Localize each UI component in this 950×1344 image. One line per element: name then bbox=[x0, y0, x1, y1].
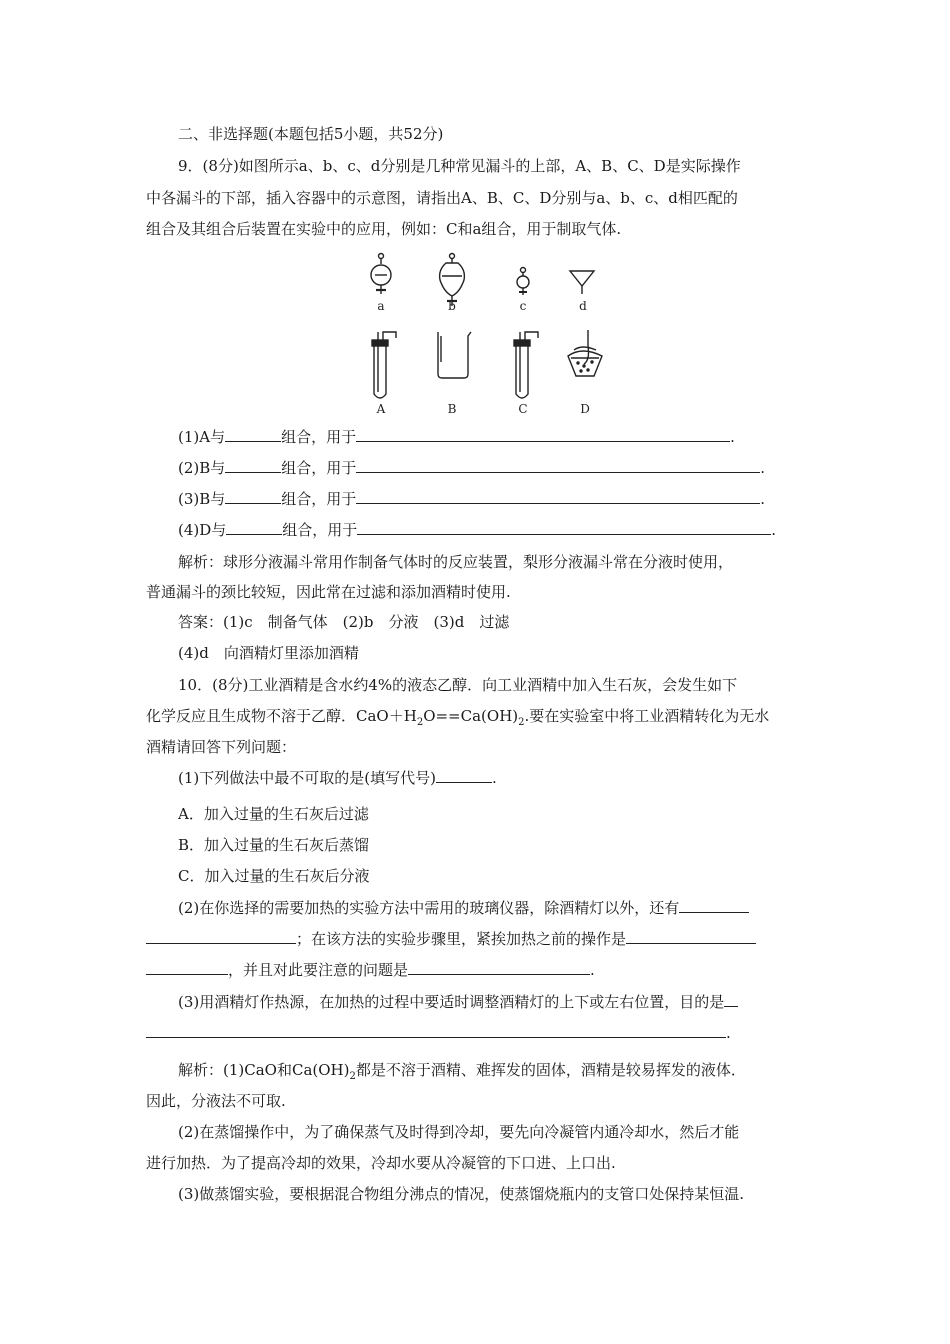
q10-sub1-text: (1)下列做法中最不可取的是(填写代号) bbox=[178, 769, 436, 787]
q10-analysis-2: 因此，分液法不可取. bbox=[146, 1092, 286, 1110]
q10-analysis-1-b: 都是不溶于酒精、难挥发的固体，酒精是较易挥发的液体． bbox=[355, 1061, 746, 1079]
label-b: b bbox=[448, 299, 456, 313]
q9-answer-2: (4)d 向酒精灯里添加酒精 bbox=[178, 644, 359, 662]
q10-sub2-input-2a[interactable] bbox=[626, 929, 756, 944]
q9-blank-3-prefix: (3)B与 bbox=[178, 490, 226, 508]
q10-line-2-c: .要在实验室中将工业酒精转化为无水 bbox=[524, 707, 770, 725]
q10-sub2-line-3 bbox=[146, 960, 595, 980]
q9-blank-3-mid: 组合，用于 bbox=[281, 490, 357, 508]
q9-blank-3 bbox=[178, 489, 765, 509]
label-c: c bbox=[519, 299, 527, 313]
q9-blank-2-end: . bbox=[760, 459, 766, 477]
q9-blank-2-mid: 组合，用于 bbox=[281, 459, 357, 477]
q10-sub2-input-3[interactable] bbox=[408, 960, 590, 975]
q10-sub3-end: . bbox=[726, 1024, 731, 1042]
label-a: a bbox=[377, 299, 385, 313]
funnel-figure bbox=[352, 252, 632, 422]
q9-blank-3-input-b[interactable] bbox=[356, 489, 760, 504]
q9-blank-3-end: . bbox=[760, 490, 766, 508]
q9-blank-1-end: . bbox=[730, 428, 735, 446]
q10-analysis-3: (2)在蒸馏操作中，为了确保蒸气及时得到冷却，要先向冷凝管内通冷却水，然后才能 bbox=[178, 1123, 740, 1141]
q9-line-3: 组合及其组合后装置在实验中的应用，例如：C和a组合，用于制取气体. bbox=[146, 220, 622, 238]
funnel-d-icon bbox=[570, 271, 594, 294]
apparatus-D-icon bbox=[568, 330, 602, 376]
label-C: C bbox=[518, 402, 528, 416]
q9-line-1: 9．(8分)如图所示a、b、c、d分别是几种常见漏斗的上部，A、B、C、D是实际操作 bbox=[178, 157, 741, 175]
q9-blank-2-input-b[interactable] bbox=[356, 458, 760, 473]
q9-analysis-2: 普通漏斗的颈比较短，因此常在过滤和添加酒精时使用. bbox=[146, 583, 511, 601]
q10-sub3-input-a[interactable] bbox=[724, 992, 738, 1007]
q10-sub2-input-1a[interactable] bbox=[679, 898, 749, 913]
q10-sub3-input-b[interactable] bbox=[146, 1023, 726, 1038]
q10-line-2-a: 化学反应且生成物不溶于乙醇．CaO＋H bbox=[146, 707, 417, 725]
q10-analysis-1-sub: 2 bbox=[349, 1071, 356, 1082]
q9-blank-1 bbox=[178, 427, 735, 447]
apparatus-C-icon bbox=[514, 332, 538, 398]
q9-line-2: 中各漏斗的下部，插入容器中的示意图，请指出A、B、C、D分别与a、b、c、d相匹配的 bbox=[146, 189, 738, 207]
q9-blank-4-prefix: (4)D与 bbox=[178, 521, 227, 539]
q10-analysis-1-a: 解析：(1)CaO和Ca(OH) bbox=[178, 1061, 350, 1079]
q10-sub2-text-1: (2)在你选择的需要加热的实验方法中需用的玻璃仪器，除酒精灯以外，还有 bbox=[178, 899, 680, 917]
q9-blank-2 bbox=[178, 458, 765, 478]
q10-line-2 bbox=[146, 706, 769, 726]
q10-sub3-line-1 bbox=[178, 992, 738, 1012]
q9-blank-4-end: . bbox=[771, 521, 777, 539]
q10-sub1-end: . bbox=[491, 769, 497, 787]
q10-sub2-line-2 bbox=[146, 929, 756, 949]
q9-blank-4-mid: 组合，用于 bbox=[282, 521, 358, 539]
q10-sub3-line-2 bbox=[146, 1023, 731, 1043]
q10-line-2-sub-1: 2 bbox=[416, 717, 424, 728]
q10-sub2-line-1 bbox=[178, 898, 749, 918]
q10-option-a: A．加入过量的生石灰后过滤 bbox=[178, 805, 369, 823]
q10-line-1: 10．(8分)工业酒精是含水约4%的液态乙醇．向工业酒精中加入生石灰，会发生如下 bbox=[178, 676, 738, 694]
q9-blank-4 bbox=[178, 520, 776, 540]
q10-option-b: B．加入过量的生石灰后蒸馏 bbox=[178, 836, 370, 854]
q9-blank-3-input-a[interactable] bbox=[225, 489, 281, 504]
q9-blank-1-prefix: (1)A与 bbox=[178, 428, 226, 446]
q9-answer-1: 答案：(1)c 制备气体 (2)b 分液 (3)d 过滤 bbox=[178, 613, 510, 631]
q9-analysis-1: 解析：球形分液漏斗常用作制备气体时的反应装置，梨形分液漏斗常在分液时使用， bbox=[178, 553, 734, 571]
apparatus-B-icon bbox=[438, 332, 471, 378]
q9-blank-2-prefix: (2)B与 bbox=[178, 459, 226, 477]
q10-line-2-sub-2: 2 bbox=[518, 717, 525, 728]
label-A: A bbox=[376, 402, 386, 416]
q9-blank-4-input-b[interactable] bbox=[357, 520, 771, 535]
q10-sub2-text-2: ；在该方法的实验步骤里，紧挨加热之前的操作是 bbox=[296, 930, 627, 948]
q10-line-2-b: O==Ca(OH) bbox=[423, 707, 519, 725]
funnel-a-icon bbox=[371, 254, 391, 295]
q9-blank-1-input-a[interactable] bbox=[225, 427, 281, 442]
q10-line-3: 酒精请回答下列问题： bbox=[146, 738, 297, 756]
q9-blank-4-input-a[interactable] bbox=[226, 520, 282, 535]
q10-analysis-1 bbox=[178, 1060, 746, 1080]
q10-sub2-end: . bbox=[590, 961, 595, 979]
label-B: B bbox=[447, 402, 457, 416]
apparatus-A-icon bbox=[372, 332, 396, 398]
q10-sub2-text-3: ，并且对此要注意的问题是 bbox=[228, 961, 409, 979]
q9-blank-1-mid: 组合，用于 bbox=[281, 428, 357, 446]
q9-blank-1-input-b[interactable] bbox=[356, 427, 730, 442]
funnel-c-icon bbox=[517, 268, 529, 296]
section-title: 二、非选择题(本题包括5小题，共52分) bbox=[178, 125, 444, 143]
q10-option-c: C．加入过量的生石灰后分液 bbox=[178, 867, 370, 885]
label-D: D bbox=[580, 402, 590, 416]
q10-sub2-input-1b[interactable] bbox=[146, 929, 296, 944]
q10-sub3-text: (3)用酒精灯作热源，在加热的过程中要适时调整酒精灯的上下或左右位置，目的是 bbox=[178, 993, 725, 1011]
q10-analysis-5: (3)做蒸馏实验，要根据混合物组分沸点的情况，使蒸馏烧瓶内的支管口处保持某恒温. bbox=[178, 1185, 745, 1203]
q9-blank-2-input-a[interactable] bbox=[225, 458, 281, 473]
q10-analysis-4: 进行加热．为了提高冷却的效果，冷却水要从冷凝管的下口进、上口出. bbox=[146, 1154, 616, 1172]
q10-sub2-input-2b[interactable] bbox=[146, 960, 228, 975]
q10-sub1 bbox=[178, 768, 497, 788]
q10-sub1-input[interactable] bbox=[436, 768, 492, 783]
label-d: d bbox=[579, 299, 587, 313]
